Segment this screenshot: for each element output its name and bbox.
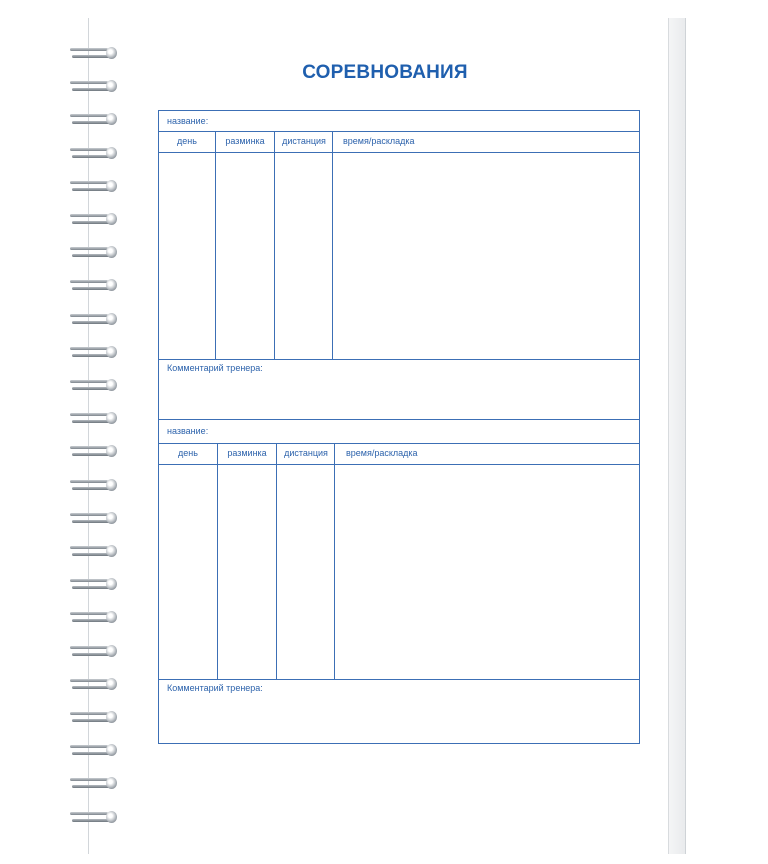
row-divider xyxy=(159,443,639,444)
page-stack-edge xyxy=(668,18,685,854)
spiral-ring xyxy=(66,75,126,97)
column-header-day: день xyxy=(178,448,198,458)
spiral-binding xyxy=(66,42,126,842)
spiral-ring xyxy=(66,540,126,562)
column-divider xyxy=(274,131,275,359)
spiral-ring xyxy=(66,673,126,695)
spiral-ring xyxy=(66,474,126,496)
spiral-ring xyxy=(66,606,126,628)
spiral-ring xyxy=(66,274,126,296)
spiral-ring xyxy=(66,374,126,396)
column-header-distance: дистанция xyxy=(282,136,326,146)
competition-form-2 xyxy=(158,420,640,744)
spiral-ring xyxy=(66,440,126,462)
spiral-ring xyxy=(66,640,126,662)
column-divider xyxy=(276,443,277,679)
competition-form-1 xyxy=(158,110,640,420)
spiral-ring xyxy=(66,806,126,828)
spiral-ring xyxy=(66,42,126,64)
header-divider xyxy=(159,152,639,153)
column-header-warmup: разминка xyxy=(227,448,267,458)
spiral-ring xyxy=(66,507,126,529)
name-field-label: название: xyxy=(167,426,209,436)
spiral-ring xyxy=(66,108,126,130)
header-divider xyxy=(159,464,639,465)
spiral-ring xyxy=(66,308,126,330)
row-divider xyxy=(159,131,639,132)
spiral-ring xyxy=(66,142,126,164)
spiral-ring xyxy=(66,739,126,761)
column-header-day: день xyxy=(177,136,197,146)
spiral-ring xyxy=(66,772,126,794)
spiral-ring xyxy=(66,573,126,595)
coach-comment-label: Комментарий тренера: xyxy=(167,363,263,373)
name-field-label: название: xyxy=(167,116,209,126)
table-bottom-divider xyxy=(159,359,639,360)
column-header-time-split: время/раскладка xyxy=(346,448,418,458)
column-header-distance: дистанция xyxy=(284,448,328,458)
spiral-ring xyxy=(66,208,126,230)
column-divider xyxy=(217,443,218,679)
column-header-time-split: время/раскладка xyxy=(343,136,415,146)
column-divider xyxy=(332,131,333,359)
spiral-ring xyxy=(66,175,126,197)
column-header-warmup: разминка xyxy=(225,136,265,146)
page-title: СОРЕВНОВАНИЯ xyxy=(302,62,468,83)
column-divider xyxy=(215,131,216,359)
column-divider xyxy=(334,443,335,679)
spiral-ring xyxy=(66,241,126,263)
spiral-ring xyxy=(66,706,126,728)
spiral-ring xyxy=(66,407,126,429)
table-bottom-divider xyxy=(159,679,639,680)
spiral-ring xyxy=(66,341,126,363)
coach-comment-label: Комментарий тренера: xyxy=(167,683,263,693)
